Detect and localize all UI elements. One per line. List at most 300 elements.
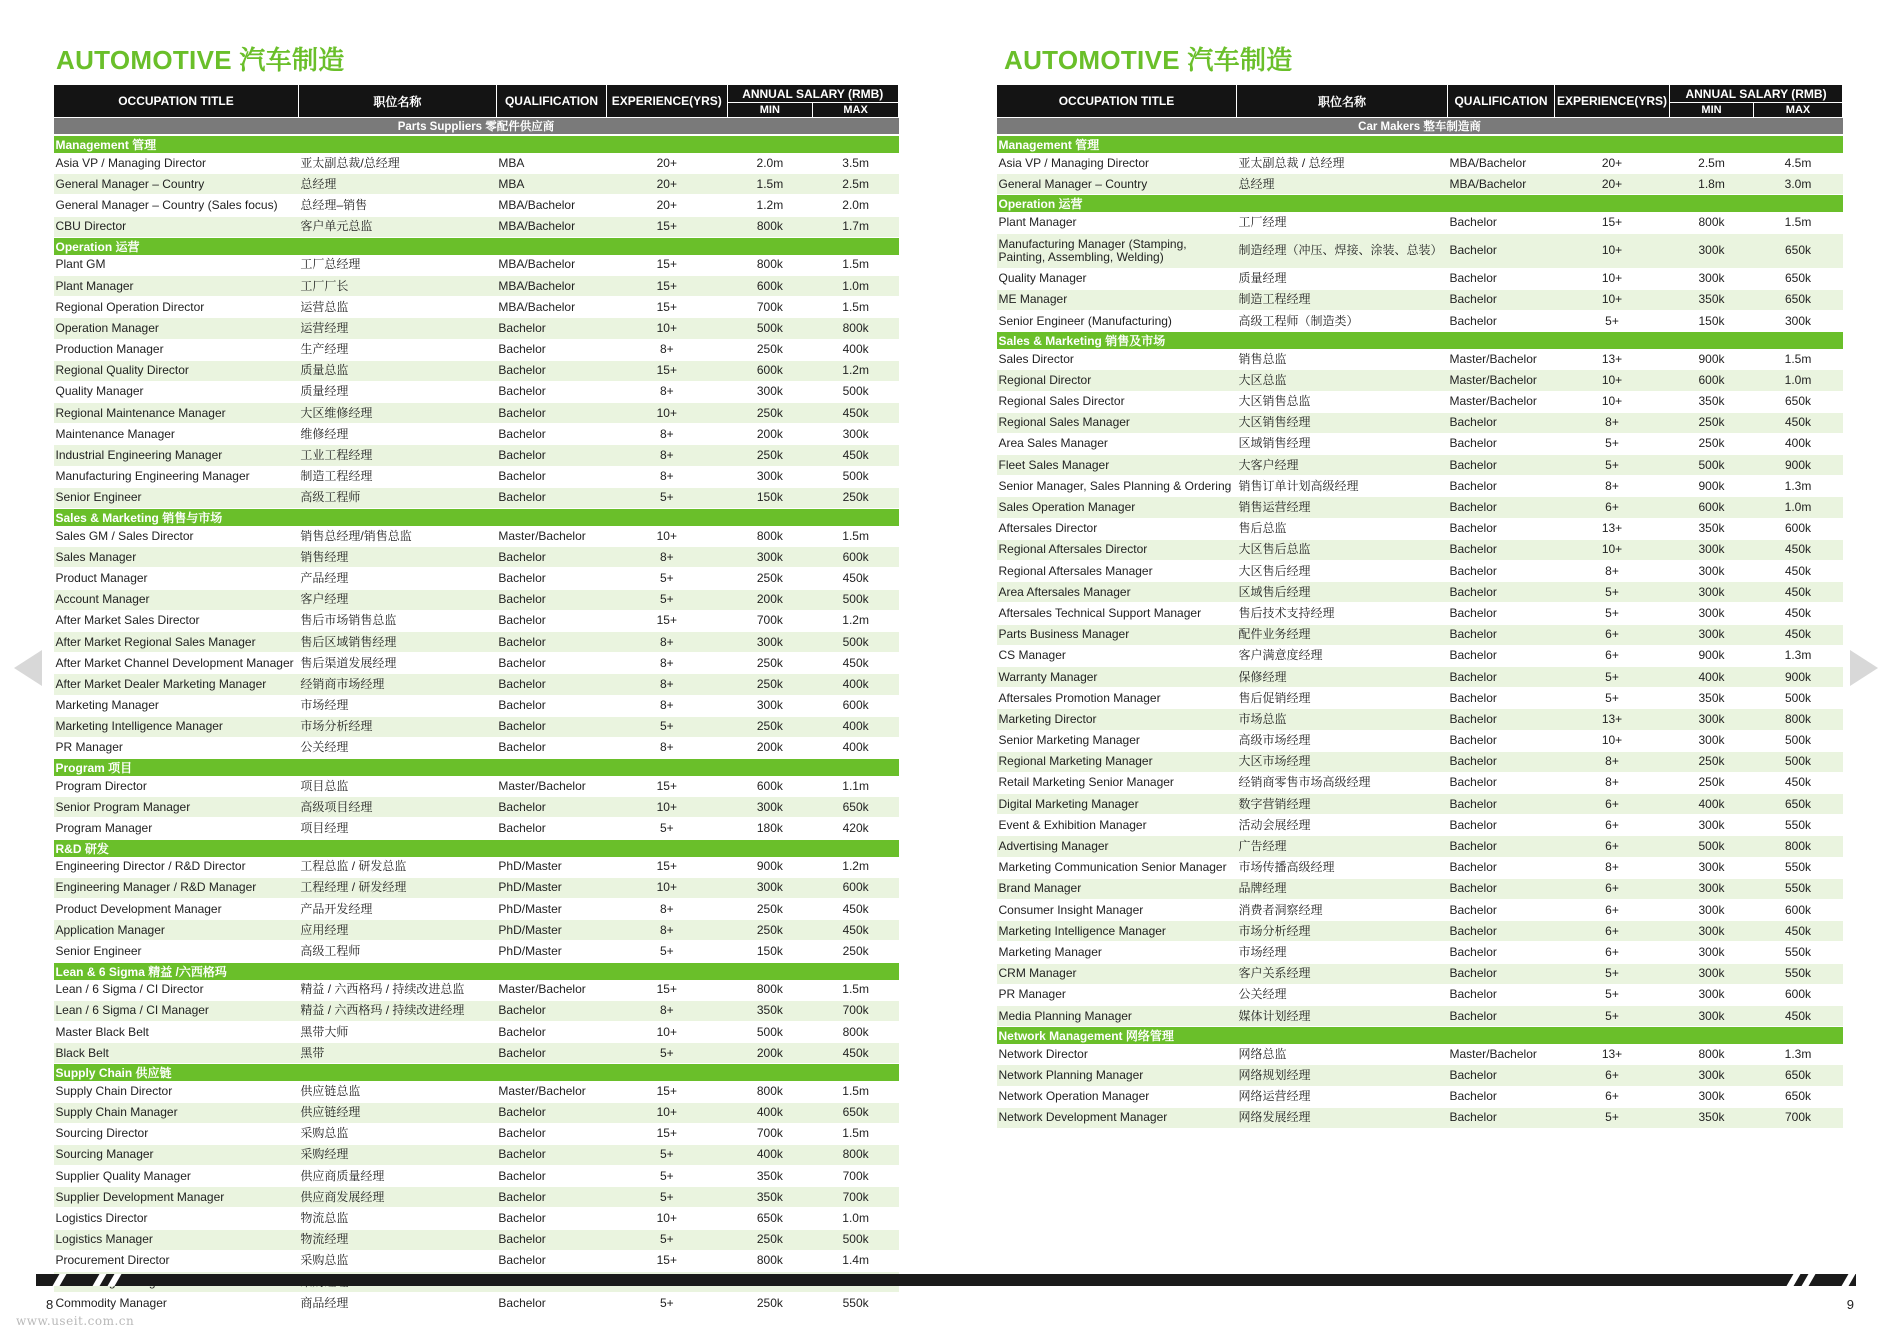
section-title: Management 管理 xyxy=(54,135,899,153)
salary-max-cell: 1.2m xyxy=(813,610,899,631)
section-title: Supply Chain 供应链 xyxy=(54,1064,899,1082)
table-row xyxy=(997,709,1843,730)
next-page-arrow-icon[interactable] xyxy=(1850,650,1878,686)
salary-max-cell: 700k xyxy=(813,1166,899,1187)
salary-min-cell: 350k xyxy=(727,1166,813,1187)
experience-cell: 10+ xyxy=(607,403,727,424)
occupation-cell: Commodity Manager xyxy=(54,1293,299,1314)
occupation-cell: Brand Manager xyxy=(997,878,1237,899)
chinese-title-cell: 售后促销经理 xyxy=(1237,688,1448,709)
qualification-cell: PhD/Master xyxy=(496,920,606,941)
salary-min-cell: 900k xyxy=(727,857,813,878)
table-row xyxy=(997,1065,1843,1086)
salary-max-cell: 450k xyxy=(813,653,899,674)
table-row xyxy=(54,899,899,920)
table-row xyxy=(54,216,899,237)
chinese-title-cell: 销售总经理/销售总监 xyxy=(298,526,496,547)
table-row xyxy=(997,455,1843,476)
occupation-cell: Plant GM xyxy=(54,255,299,276)
chinese-title-cell: 活动会展经理 xyxy=(1237,815,1448,836)
salary-max-cell: 450k xyxy=(1754,921,1843,942)
experience-cell: 15+ xyxy=(607,1123,727,1144)
table-row xyxy=(54,877,899,898)
table-row xyxy=(997,476,1843,497)
chinese-title-cell: 区域售后经理 xyxy=(1237,582,1448,603)
salary-max-cell: 550k xyxy=(1754,878,1843,899)
salary-min-cell: 300k xyxy=(1670,900,1754,921)
occupation-cell: Program Director xyxy=(54,776,299,797)
experience-cell: 10+ xyxy=(607,526,727,547)
salary-max-cell: 450k xyxy=(1754,603,1843,624)
chinese-title-cell: 高级工程师 xyxy=(298,487,496,508)
salary-max-cell: 1.5m xyxy=(1754,349,1843,370)
qualification-cell: Bachelor xyxy=(1448,900,1555,921)
chinese-title-cell: 经销商市场经理 xyxy=(298,674,496,695)
experience-cell: 8+ xyxy=(607,445,727,466)
salary-max-cell: 400k xyxy=(813,737,899,758)
experience-cell: 15+ xyxy=(607,297,727,318)
table-row xyxy=(997,900,1843,921)
experience-cell: 5+ xyxy=(607,589,727,610)
table-row xyxy=(997,857,1843,878)
salary-min-cell: 650k xyxy=(727,1208,813,1229)
qualification-cell: Bachelor xyxy=(1448,815,1555,836)
chinese-title-cell: 制造工程经理 xyxy=(298,466,496,487)
table-row xyxy=(54,920,899,941)
right-page-title: AUTOMOTIVE 汽车制造 xyxy=(1004,45,1293,75)
chinese-title-cell: 网络运营经理 xyxy=(1237,1086,1448,1107)
salary-min-cell: 150k xyxy=(727,487,813,508)
salary-min-cell: 300k xyxy=(1670,268,1754,289)
salary-min-cell: 800k xyxy=(727,980,813,1001)
left-subheader: Parts Suppliers 零配件供应商 xyxy=(54,118,899,136)
salary-min-cell: 300k xyxy=(1670,984,1754,1005)
occupation-cell: Regional Aftersales Director xyxy=(997,539,1237,560)
experience-cell: 15+ xyxy=(607,980,727,1001)
chinese-title-cell: 精益 / 六西格玛 / 持续改进总监 xyxy=(298,980,496,1001)
qualification-cell: Bachelor xyxy=(1448,1005,1555,1026)
qualification-cell: MBA/Bachelor xyxy=(496,195,606,216)
chinese-title-cell: 售后渠道发展经理 xyxy=(298,653,496,674)
experience-cell: 10+ xyxy=(607,1102,727,1123)
salary-max-cell: 1.3m xyxy=(1754,645,1843,666)
table-row xyxy=(54,487,899,508)
table-row xyxy=(997,391,1843,412)
salary-max-cell: 450k xyxy=(1754,539,1843,560)
table-row xyxy=(54,1293,899,1314)
left-page-number: 8 xyxy=(46,1297,54,1312)
qualification-cell: Bachelor xyxy=(496,1229,606,1250)
experience-cell: 10+ xyxy=(1555,370,1670,391)
salary-min-cell: 350k xyxy=(727,1187,813,1208)
chinese-title-cell: 大区售后经理 xyxy=(1237,561,1448,582)
salary-min-cell: 500k xyxy=(727,318,813,339)
chinese-title-cell: 媒体计划经理 xyxy=(1237,1005,1448,1026)
qualification-cell: Bachelor xyxy=(1448,857,1555,878)
header-experience: EXPERIENCE(YRS) xyxy=(607,85,727,118)
qualification-cell: Bachelor xyxy=(1448,497,1555,518)
experience-cell: 5+ xyxy=(1555,310,1670,331)
chinese-title-cell: 大客户经理 xyxy=(1237,455,1448,476)
experience-cell: 5+ xyxy=(1555,433,1670,454)
salary-max-cell: 300k xyxy=(1754,310,1843,331)
occupation-cell: Network Operation Manager xyxy=(997,1086,1237,1107)
chinese-title-cell: 配件业务经理 xyxy=(1237,624,1448,645)
experience-cell: 6+ xyxy=(1555,1065,1670,1086)
chinese-title-cell: 采购总监 xyxy=(298,1123,496,1144)
salary-min-cell: 300k xyxy=(1670,730,1754,751)
table-row xyxy=(54,1123,899,1144)
salary-max-cell: 450k xyxy=(1754,582,1843,603)
table-row xyxy=(54,1144,899,1165)
salary-min-cell: 600k xyxy=(1670,370,1754,391)
salary-max-cell: 3.0m xyxy=(1754,174,1843,195)
salary-max-cell: 600k xyxy=(813,877,899,898)
chinese-title-cell: 销售总监 xyxy=(1237,349,1448,370)
table-row xyxy=(997,412,1843,433)
chinese-title-cell: 网络发展经理 xyxy=(1237,1107,1448,1128)
occupation-cell: Consumer Insight Manager xyxy=(997,900,1237,921)
chinese-title-cell: 网络总监 xyxy=(1237,1044,1448,1065)
chinese-title-cell: 亚太副总裁 / 总经理 xyxy=(1237,153,1448,174)
qualification-cell: Bachelor xyxy=(1448,289,1555,310)
occupation-cell: Logistics Director xyxy=(54,1208,299,1229)
experience-cell: 20+ xyxy=(1555,153,1670,174)
chinese-title-cell: 销售运营经理 xyxy=(1237,497,1448,518)
occupation-cell: PR Manager xyxy=(54,737,299,758)
experience-cell: 5+ xyxy=(607,818,727,839)
chinese-title-cell: 采购经理 xyxy=(298,1144,496,1165)
salary-min-cell: 300k xyxy=(1670,582,1754,603)
chinese-title-cell: 工厂厂长 xyxy=(298,275,496,296)
occupation-cell: Quality Manager xyxy=(54,381,299,402)
salary-max-cell: 700k xyxy=(1754,1107,1843,1128)
qualification-cell: PhD/Master xyxy=(496,857,606,878)
table-row xyxy=(54,403,899,424)
chinese-title-cell: 物流经理 xyxy=(298,1229,496,1250)
salary-max-cell: 650k xyxy=(1754,391,1843,412)
table-row xyxy=(54,1229,899,1250)
experience-cell: 10+ xyxy=(1555,391,1670,412)
chinese-title-cell: 售后技术支持经理 xyxy=(1237,603,1448,624)
table-row xyxy=(997,582,1843,603)
qualification-cell: Bachelor xyxy=(496,403,606,424)
table-row xyxy=(997,645,1843,666)
header-annual-salary: ANNUAL SALARY (RMB) xyxy=(727,85,899,103)
salary-max-cell: 450k xyxy=(1754,624,1843,645)
salary-max-cell: 1.5m xyxy=(1754,212,1843,233)
occupation-cell: Network Development Manager xyxy=(997,1107,1237,1128)
chinese-title-cell: 市场分析经理 xyxy=(1237,921,1448,942)
table-row xyxy=(997,349,1843,370)
salary-min-cell: 500k xyxy=(1670,455,1754,476)
occupation-cell: Regional Sales Director xyxy=(997,391,1237,412)
experience-cell: 6+ xyxy=(1555,645,1670,666)
chinese-title-cell: 物流总监 xyxy=(298,1208,496,1229)
salary-max-cell: 700k xyxy=(813,1187,899,1208)
section-header xyxy=(54,759,899,777)
section-title: Operation 运营 xyxy=(54,237,899,255)
salary-max-cell: 1.0m xyxy=(1754,497,1843,518)
qualification-cell: Bachelor xyxy=(1448,751,1555,772)
table-row xyxy=(997,233,1843,268)
experience-cell: 15+ xyxy=(607,857,727,878)
chinese-title-cell: 经销商零售市场高级经理 xyxy=(1237,772,1448,793)
chinese-title-cell: 维修经理 xyxy=(298,424,496,445)
occupation-cell: General Manager – Country (Sales focus) xyxy=(54,195,299,216)
salary-max-cell: 1.5m xyxy=(813,1081,899,1102)
chinese-title-cell: 质量经理 xyxy=(298,381,496,402)
table-row xyxy=(997,624,1843,645)
occupation-cell: Logistics Manager xyxy=(54,1229,299,1250)
salary-min-cell: 250k xyxy=(727,1229,813,1250)
salary-max-cell: 800k xyxy=(1754,836,1843,857)
experience-cell: 13+ xyxy=(1555,518,1670,539)
qualification-cell: Bachelor xyxy=(1448,624,1555,645)
experience-cell: 20+ xyxy=(607,174,727,195)
table-row xyxy=(54,980,899,1001)
salary-min-cell: 200k xyxy=(727,424,813,445)
salary-max-cell: 500k xyxy=(813,381,899,402)
qualification-cell: Bachelor xyxy=(1448,942,1555,963)
experience-cell: 15+ xyxy=(607,776,727,797)
chinese-title-cell: 大区售后总监 xyxy=(1237,539,1448,560)
qualification-cell: Bachelor xyxy=(496,339,606,360)
left-page-title: AUTOMOTIVE 汽车制造 xyxy=(56,45,345,75)
occupation-cell: Regional Maintenance Manager xyxy=(54,403,299,424)
salary-max-cell: 650k xyxy=(1754,268,1843,289)
experience-cell: 5+ xyxy=(607,1166,727,1187)
salary-min-cell: 700k xyxy=(727,610,813,631)
occupation-cell: Quality Manager xyxy=(997,268,1237,289)
qualification-cell: Bachelor xyxy=(1448,603,1555,624)
salary-max-cell: 650k xyxy=(813,1102,899,1123)
occupation-cell: Marketing Intelligence Manager xyxy=(997,921,1237,942)
table-row xyxy=(997,268,1843,289)
table-row xyxy=(997,497,1843,518)
table-row xyxy=(997,153,1843,174)
experience-cell: 8+ xyxy=(607,899,727,920)
table-row xyxy=(54,526,899,547)
qualification-cell: MBA/Bachelor xyxy=(496,216,606,237)
section-title: R&D 研发 xyxy=(54,839,899,857)
section-title: Network Management 网络管理 xyxy=(997,1027,1843,1045)
watermark: www.useit.com.cn xyxy=(16,1314,135,1328)
qualification-cell: Bachelor xyxy=(1448,233,1555,268)
table-row xyxy=(997,370,1843,391)
qualification-cell: Bachelor xyxy=(1448,772,1555,793)
experience-cell: 20+ xyxy=(1555,174,1670,195)
header-chinese-title: 职位名称 xyxy=(298,85,496,118)
occupation-cell: Supplier Quality Manager xyxy=(54,1166,299,1187)
salary-min-cell: 300k xyxy=(727,631,813,652)
table-row xyxy=(54,716,899,737)
salary-max-cell: 1.3m xyxy=(1754,1044,1843,1065)
qualification-cell: Bachelor xyxy=(496,737,606,758)
salary-min-cell: 180k xyxy=(727,818,813,839)
salary-min-cell: 300k xyxy=(1670,1086,1754,1107)
table-row xyxy=(54,1000,899,1021)
section-header xyxy=(997,135,1843,153)
chinese-title-cell: 供应商发展经理 xyxy=(298,1187,496,1208)
occupation-cell: Aftersales Technical Support Manager xyxy=(997,603,1237,624)
qualification-cell: Bachelor xyxy=(496,674,606,695)
salary-min-cell: 600k xyxy=(727,776,813,797)
occupation-cell: Production Manager xyxy=(54,339,299,360)
table-row xyxy=(997,815,1843,836)
chinese-title-cell: 项目经理 xyxy=(298,818,496,839)
occupation-cell: Industrial Engineering Manager xyxy=(54,445,299,466)
salary-min-cell: 300k xyxy=(1670,1005,1754,1026)
qualification-cell: Bachelor xyxy=(496,547,606,568)
qualification-cell: Bachelor xyxy=(1448,794,1555,815)
qualification-cell: Master/Bachelor xyxy=(1448,370,1555,391)
salary-min-cell: 250k xyxy=(727,674,813,695)
salary-min-cell: 500k xyxy=(1670,836,1754,857)
qualification-cell: Bachelor xyxy=(496,445,606,466)
salary-min-cell: 300k xyxy=(1670,561,1754,582)
occupation-cell: Plant Manager xyxy=(54,275,299,296)
salary-max-cell: 1.5m xyxy=(813,1123,899,1144)
salary-min-cell: 300k xyxy=(727,695,813,716)
qualification-cell: Master/Bachelor xyxy=(496,980,606,1001)
table-row xyxy=(54,1043,899,1064)
table-row xyxy=(54,297,899,318)
experience-cell: 15+ xyxy=(607,610,727,631)
section-header xyxy=(54,962,899,980)
occupation-cell: Senior Engineer (Manufacturing) xyxy=(997,310,1237,331)
salary-min-cell: 400k xyxy=(727,1102,813,1123)
qualification-cell: PhD/Master xyxy=(496,899,606,920)
table-row xyxy=(997,836,1843,857)
occupation-cell: Area Sales Manager xyxy=(997,433,1237,454)
left-table-body xyxy=(54,118,899,1314)
table-row xyxy=(997,1086,1843,1107)
table-row xyxy=(997,539,1843,560)
occupation-cell: Regional Operation Director xyxy=(54,297,299,318)
experience-cell: 5+ xyxy=(607,1229,727,1250)
salary-min-cell: 350k xyxy=(1670,391,1754,412)
salary-max-cell: 550k xyxy=(1754,815,1843,836)
table-row xyxy=(997,942,1843,963)
experience-cell: 5+ xyxy=(1555,603,1670,624)
table-row xyxy=(997,518,1843,539)
salary-max-cell: 700k xyxy=(813,1000,899,1021)
salary-min-cell: 350k xyxy=(1670,289,1754,310)
qualification-cell: MBA/Bachelor xyxy=(1448,153,1555,174)
qualification-cell: Bachelor xyxy=(496,360,606,381)
right-page-number: 9 xyxy=(1846,1297,1854,1312)
salary-min-cell: 300k xyxy=(1670,1065,1754,1086)
table-row xyxy=(54,610,899,631)
experience-cell: 5+ xyxy=(607,1144,727,1165)
qualification-cell: Bachelor xyxy=(1448,539,1555,560)
occupation-cell: Senior Engineer xyxy=(54,941,299,962)
qualification-cell: Bachelor xyxy=(496,1166,606,1187)
qualification-cell: Bachelor xyxy=(1448,963,1555,984)
experience-cell: 6+ xyxy=(1555,836,1670,857)
occupation-cell: Warranty Manager xyxy=(997,666,1237,687)
salary-min-cell: 300k xyxy=(1670,539,1754,560)
salary-max-cell: 500k xyxy=(813,631,899,652)
salary-max-cell: 300k xyxy=(813,424,899,445)
salary-min-cell: 250k xyxy=(727,339,813,360)
salary-max-cell: 1.4m xyxy=(813,1250,899,1271)
salary-max-cell: 550k xyxy=(1754,857,1843,878)
occupation-cell: Parts Business Manager xyxy=(997,624,1237,645)
salary-min-cell: 700k xyxy=(727,1123,813,1144)
experience-cell: 10+ xyxy=(1555,539,1670,560)
qualification-cell: Bachelor xyxy=(1448,582,1555,603)
salary-min-cell: 300k xyxy=(1670,857,1754,878)
salary-min-cell: 300k xyxy=(727,797,813,818)
table-row xyxy=(997,772,1843,793)
salary-max-cell: 2.5m xyxy=(813,174,899,195)
section-title: Lean & 6 Sigma 精益 /六西格玛 xyxy=(54,962,899,980)
experience-cell: 8+ xyxy=(607,737,727,758)
qualification-cell: Bachelor xyxy=(496,1043,606,1064)
table-row xyxy=(54,339,899,360)
experience-cell: 10+ xyxy=(607,797,727,818)
occupation-cell: Maintenance Manager xyxy=(54,424,299,445)
table-row xyxy=(54,568,899,589)
header-qualification: QUALIFICATION xyxy=(496,85,606,118)
salary-max-cell: 650k xyxy=(1754,1065,1843,1086)
experience-cell: 6+ xyxy=(1555,900,1670,921)
table-row xyxy=(997,212,1843,233)
qualification-cell: Bachelor xyxy=(496,797,606,818)
occupation-cell: Application Manager xyxy=(54,920,299,941)
qualification-cell: Bachelor xyxy=(496,695,606,716)
salary-min-cell: 250k xyxy=(727,716,813,737)
experience-cell: 8+ xyxy=(607,381,727,402)
chinese-title-cell: 项目总监 xyxy=(298,776,496,797)
occupation-cell: Supply Chain Director xyxy=(54,1081,299,1102)
chinese-title-cell: 高级市场经理 xyxy=(1237,730,1448,751)
table-row xyxy=(997,794,1843,815)
salary-min-cell: 800k xyxy=(727,216,813,237)
experience-cell: 5+ xyxy=(607,487,727,508)
occupation-cell: Sales Manager xyxy=(54,547,299,568)
chinese-title-cell: 运营经理 xyxy=(298,318,496,339)
chinese-title-cell: 品牌经理 xyxy=(1237,878,1448,899)
salary-min-cell: 800k xyxy=(727,1081,813,1102)
qualification-cell: Bachelor xyxy=(1448,709,1555,730)
salary-min-cell: 250k xyxy=(727,568,813,589)
salary-min-cell: 250k xyxy=(727,445,813,466)
salary-min-cell: 800k xyxy=(1670,1044,1754,1065)
prev-page-arrow-icon[interactable] xyxy=(14,650,42,686)
chinese-title-cell: 工程经理 / 研发经理 xyxy=(298,877,496,898)
salary-max-cell: 1.5m xyxy=(813,980,899,1001)
salary-min-cell: 250k xyxy=(727,920,813,941)
table-row xyxy=(997,174,1843,195)
occupation-cell: Senior Marketing Manager xyxy=(997,730,1237,751)
header-min: MIN xyxy=(1670,103,1754,118)
chinese-title-cell: 客户经理 xyxy=(298,589,496,610)
chinese-title-cell: 总经理–销售 xyxy=(298,195,496,216)
salary-min-cell: 1.5m xyxy=(727,174,813,195)
experience-cell: 6+ xyxy=(1555,624,1670,645)
section-title: Sales & Marketing 销售与市场 xyxy=(54,509,899,527)
occupation-cell: Network Director xyxy=(997,1044,1237,1065)
chinese-title-cell: 总经理 xyxy=(298,174,496,195)
salary-max-cell: 400k xyxy=(813,716,899,737)
occupation-cell: Product Manager xyxy=(54,568,299,589)
experience-cell: 13+ xyxy=(1555,709,1670,730)
experience-cell: 5+ xyxy=(1555,688,1670,709)
salary-max-cell: 450k xyxy=(1754,412,1843,433)
